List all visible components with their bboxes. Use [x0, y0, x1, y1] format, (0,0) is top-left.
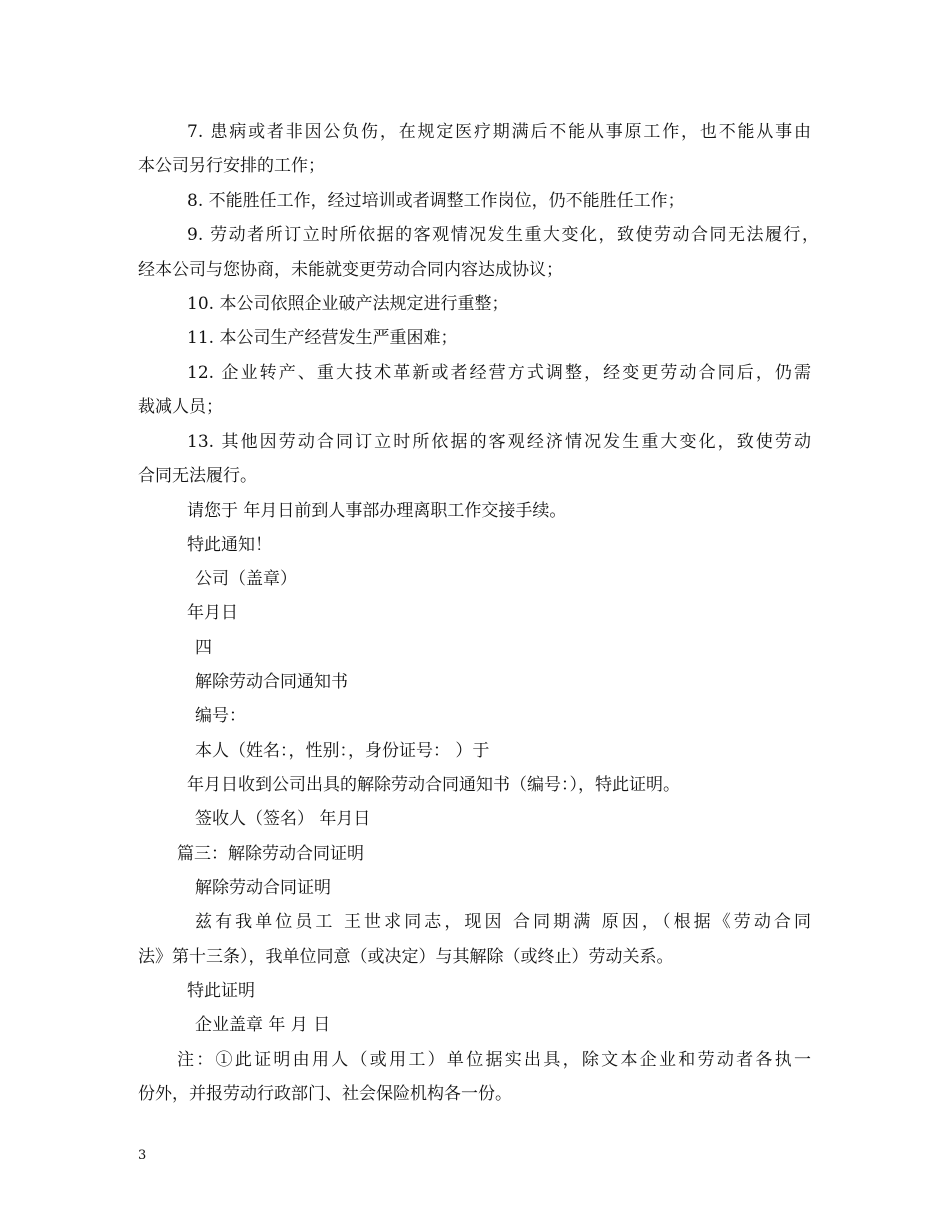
certificate-title: 解除劳动合同证明	[195, 878, 331, 898]
clause-13-line-1: 13. 其他因劳动合同订立时所依据的客观经济情况发生重大变化，致使劳动	[187, 432, 811, 452]
notice-title: 解除劳动合同通知书	[195, 672, 348, 692]
clause-12-line-2: 裁减人员；	[138, 397, 223, 417]
page-number: 3	[138, 1148, 147, 1163]
certificate-body-line-2: 法》第十三条），我单位同意（或决定）与其解除（或终止）劳动关系。	[138, 947, 674, 967]
clause-9-line-1: 9. 劳动者所订立时所依据的客观情况发生重大变化，致使劳动合同无法履行，	[187, 225, 819, 245]
certificate-body-line-1: 兹有我单位员工 王世求同志，现因 合同期满 原因，（根据《劳动合同	[195, 912, 811, 932]
receipt-statement-line-1: 本人（姓名：，性别：，身份证号： ）于	[195, 741, 490, 761]
note-line-2: 份外，并报劳动行政部门、社会保险机构各一份。	[138, 1084, 512, 1104]
clause-7-line-2: 本公司另行安排的工作；	[138, 156, 325, 176]
company-seal: 公司（盖章）	[195, 569, 297, 589]
date-line: 年月日	[187, 603, 238, 623]
certificate-closing: 特此证明	[187, 981, 255, 1001]
clause-11: 11. 本公司生产经营发生严重困难；	[187, 328, 458, 348]
clause-12-line-1: 12. 企业转产、重大技术革新或者经营方式调整，经变更劳动合同后，仍需	[187, 363, 811, 383]
note-line-1: 注：①此证明由用人（或用工）单位据实出具，除文本企业和劳动者各执一	[177, 1050, 811, 1070]
notice-closing: 特此通知！	[187, 535, 272, 555]
clause-7-line-1: 7. 患病或者非因公负伤，在规定医疗期满后不能从事原工作，也不能从事由	[187, 122, 811, 142]
handover-instruction: 请您于 年月日前到人事部办理离职工作交接手续。	[187, 501, 567, 521]
clause-9-line-2: 经本公司与您协商，未能就变更劳动合同内容达成协议；	[138, 260, 563, 280]
signature-line: 签收人（签名） 年月日	[195, 809, 371, 829]
enterprise-seal-date: 企业盖章 年 月 日	[195, 1015, 331, 1035]
clause-13-line-2: 合同无法履行。	[138, 466, 257, 486]
clause-8: 8. 不能胜任工作，经过培训或者调整工作岗位，仍不能胜任工作；	[187, 191, 685, 211]
clause-10: 10. 本公司依照企业破产法规定进行重整；	[187, 294, 509, 314]
serial-number-label: 编号：	[195, 706, 246, 726]
section-number: 四	[195, 638, 212, 658]
receipt-statement-line-2: 年月日收到公司出具的解除劳动合同通知书（编号：），特此证明。	[187, 775, 680, 795]
chapter-heading: 篇三：解除劳动合同证明	[177, 844, 364, 864]
